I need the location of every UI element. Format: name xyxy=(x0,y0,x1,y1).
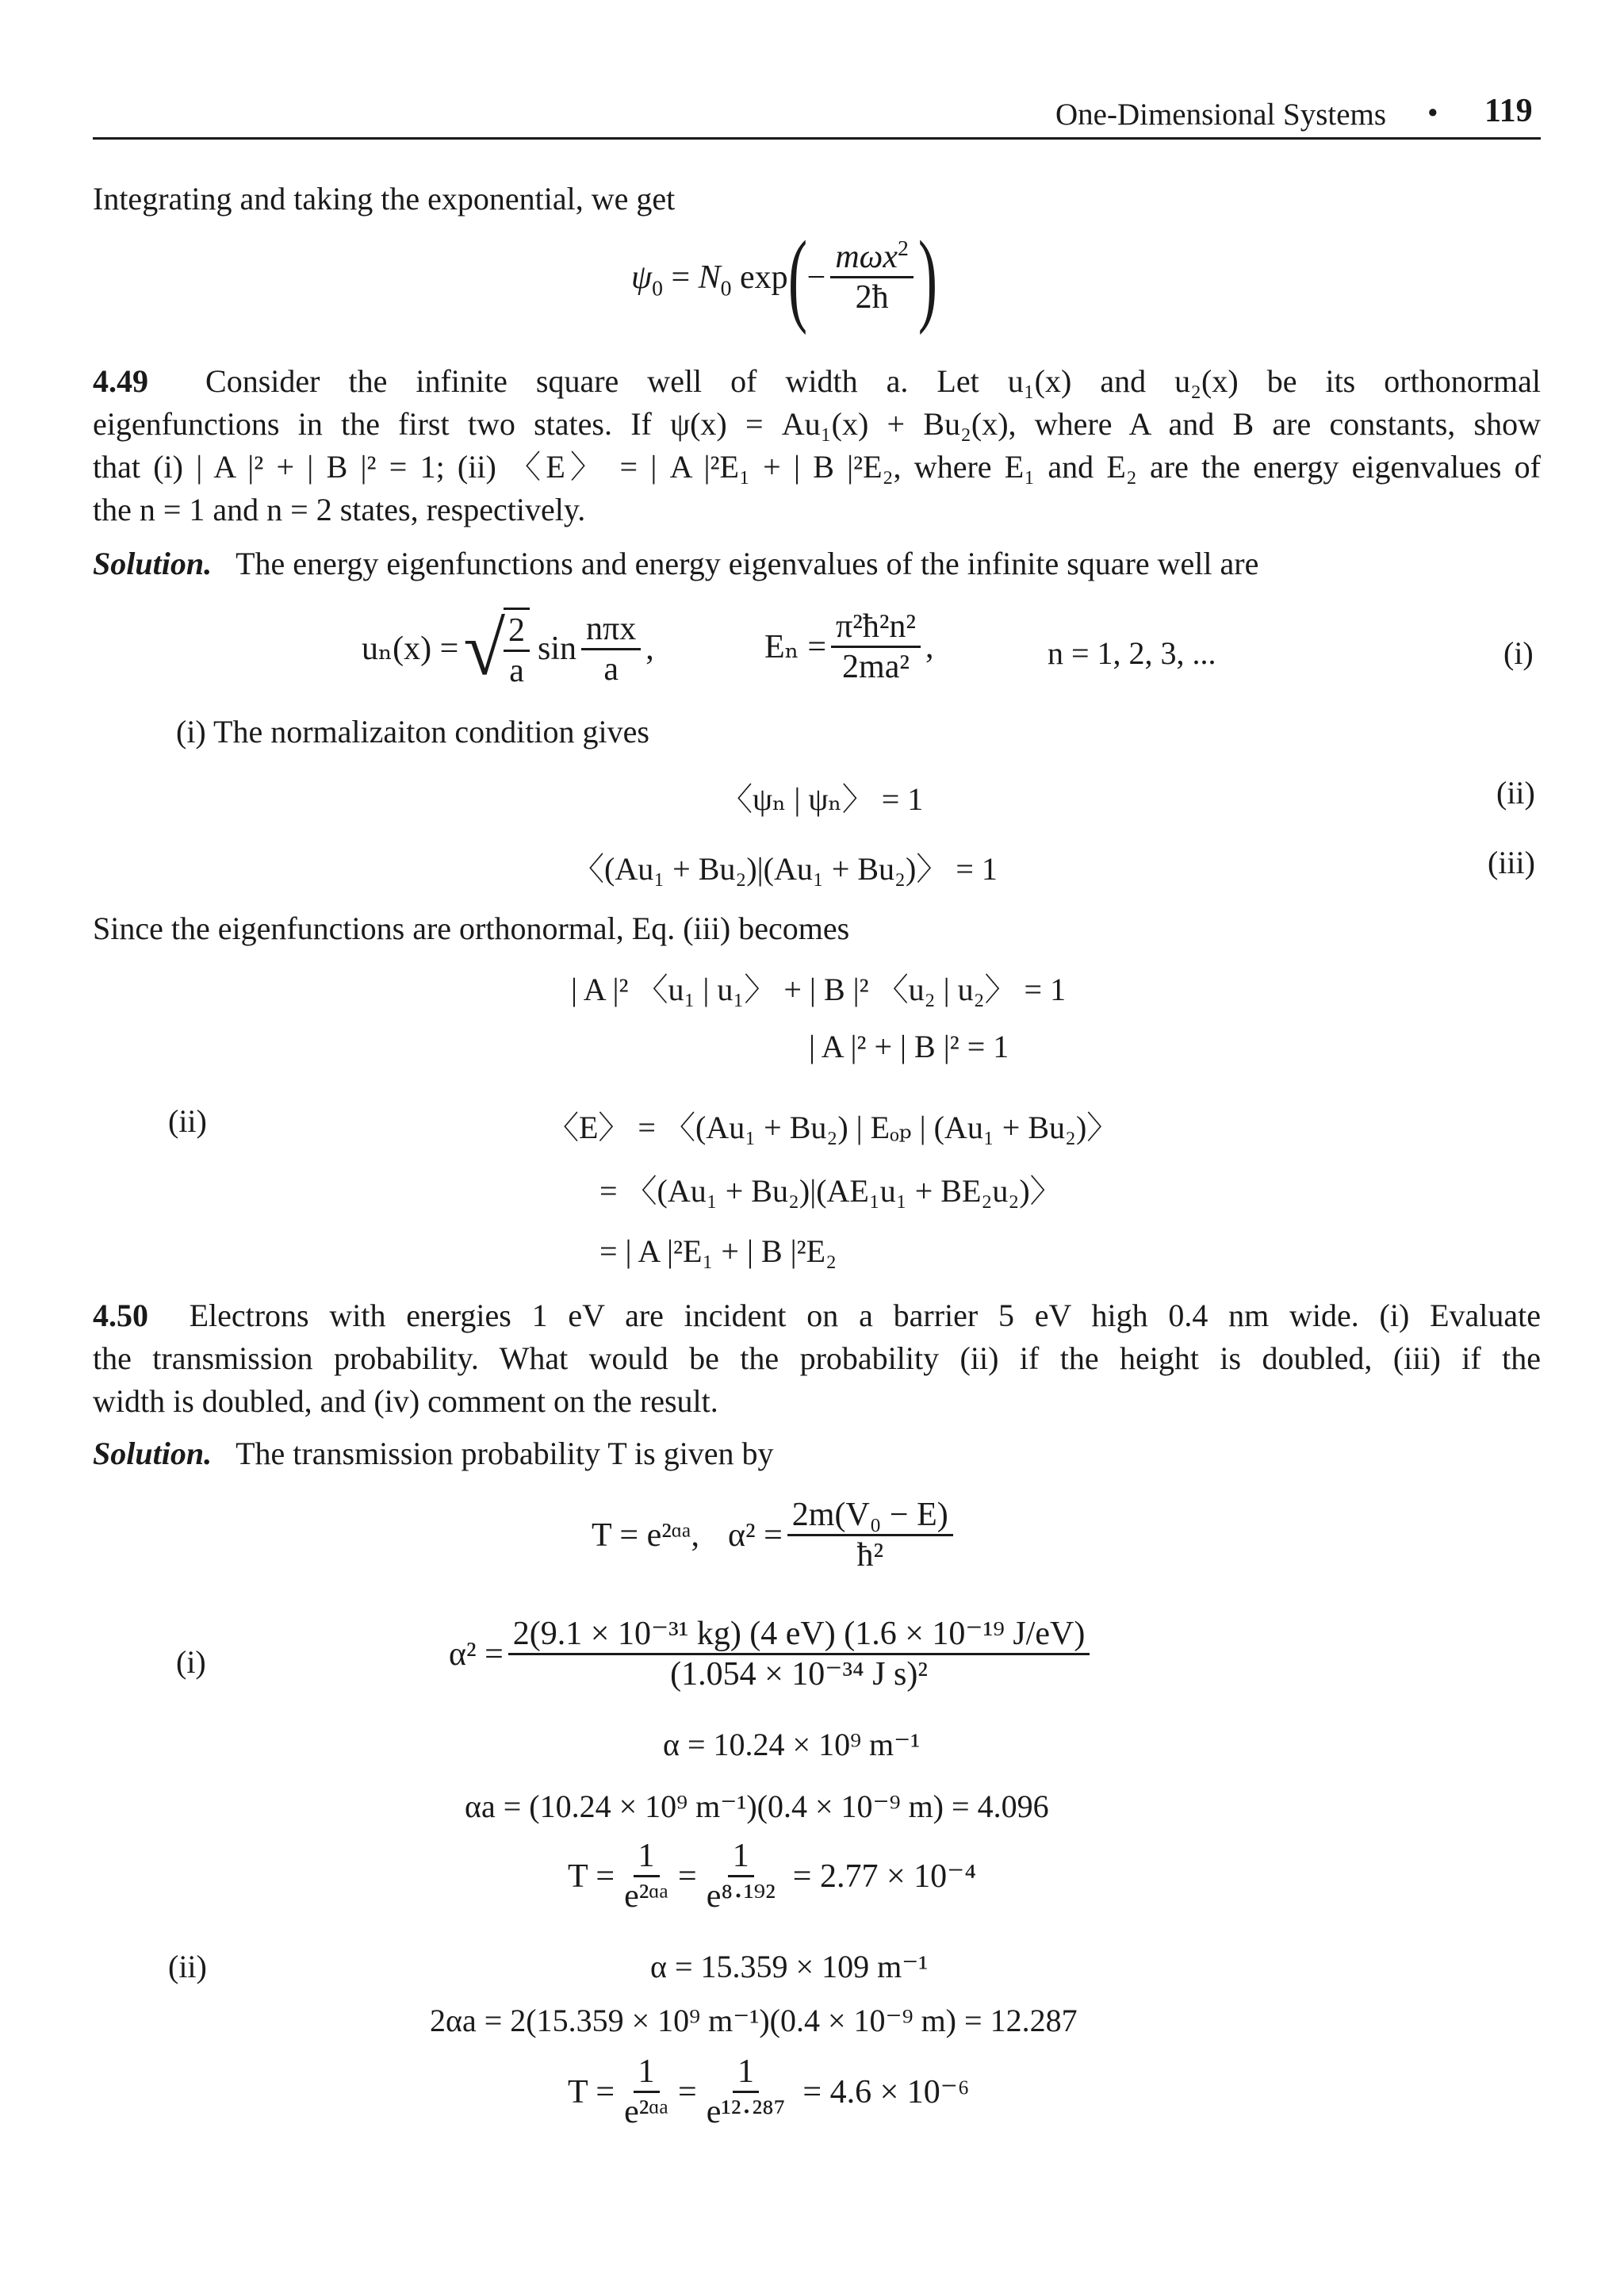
problem-449-line2: eigenfunctions in the first two states. If ψ(x) = Au₁(x) + Bu₂(x), where A and B are constants, show xyxy=(93,406,1541,442)
equation-E1: 〈E〉 = 〈(Au₁ + Bu₂) | Eₒₚ | (Au₁ + Bu₂)〉 xyxy=(547,1110,1119,1145)
equation-psi0: $\psi_0 = N_0$ exp ( − $\frac{m\omega x^2}{2ħ}$ ) xyxy=(631,219,937,335)
alpha-value: α = 10.24 × 10⁹ m⁻¹ xyxy=(663,1727,921,1762)
equation-T: T = e²ᵅᵃ, α² = $\frac{\text{2m(V₀ − E)}}{\text{ħ²}}$ xyxy=(592,1496,958,1575)
equation-expand: 〈(Au₁ + Bu₂)|(Au₁ + Bu₂)〉 = 1 xyxy=(573,851,998,887)
part-i-label: (i) xyxy=(176,1644,206,1680)
problem-449-line3: that (i) | A |² + | B |² = 1; (ii) 〈E〉 = | A |²E₁ + | B |²E₂, where E₁ and E₂ are the energy eigenvalues of xyxy=(93,449,1541,485)
eq-tag-i: (i) xyxy=(1503,635,1534,671)
part-ii-label-450: (ii) xyxy=(168,1949,207,1984)
equation-alpha-squared-calc: α² = $\frac{\text{2(9.1 × 10⁻³¹ kg) (4 eV) (1.6 × 10⁻¹⁹ J/eV)}}{\text{(1.054 × 10⁻³⁴ J s)²}}$ xyxy=(449,1615,1094,1694)
problem-449-line1: 4.49 Consider the infinite square well of width a. Let u₁(x) and u₂(x) be its orthonormal xyxy=(93,363,1541,399)
problem-450-line1: 4.50 Electrons with energies 1 eV are incident on a barrier 5 eV high 0.4 nm wide. (i) Evaluate xyxy=(93,1298,1541,1333)
equation-E3: = | A |²E₁ + | B |²E₂ xyxy=(599,1233,837,1269)
solution-449-intro: Solution. The energy eigenfunctions and energy eigenvalues of the infinite square well are xyxy=(93,546,1259,581)
header-rule xyxy=(93,137,1541,140)
part-ii-label: (ii) xyxy=(168,1103,207,1139)
equation-norm: 〈ψₙ | ψₙ〉 = 1 xyxy=(721,781,924,817)
n-values: n = 1, 2, 3, ... xyxy=(1048,635,1216,671)
header-bullet: • xyxy=(1427,96,1438,130)
since-line: Since the eigenfunctions are orthonormal, Eq. (iii) becomes xyxy=(93,911,850,946)
eq-tag-iii: (iii) xyxy=(1488,845,1535,880)
intro-line: Integrating and taking the exponential, we get xyxy=(93,181,676,217)
equation-En: Eₙ = $\frac{\text{π²ħ²n²}}{\text{2ma²}}$ , xyxy=(764,608,934,686)
problem-450-line2: the transmission probability. What would be the probability (ii) if the height is doubled, (iii) if the xyxy=(93,1340,1541,1376)
part-i-normalization: (i) The normalizaiton condition gives xyxy=(176,714,649,750)
equation-T2: T = $\frac{1}{\text{e²ᵅᵃ}}$ = $\frac{1}{\text{e¹²·²⁸⁷}}$ = 4.6 × 10⁻⁶ xyxy=(568,2053,970,2131)
equation-result: | A |² + | B |² = 1 xyxy=(809,1029,1009,1064)
equation-E2: = 〈(Au₁ + Bu₂)|(AE₁u₁ + BE₂u₂)〉 xyxy=(599,1173,1062,1209)
two-alpha-a-value: 2αa = 2(15.359 × 10⁹ m⁻¹)(0.4 × 10⁻⁹ m) = 12.287 xyxy=(430,2003,1078,2038)
equation-ortho: | A |² 〈u₁ | u₁〉 + | B |² 〈u₂ | u₂〉 = 1 xyxy=(571,972,1067,1007)
equation-T1: T = $\frac{1}{\text{e²ᵅᵃ}}$ = $\frac{1}{\text{e⁸·¹⁹²}}$ = 2.77 × 10⁻⁴ xyxy=(568,1838,976,1915)
problem-449-line4: the n = 1 and n = 2 states, respectively. xyxy=(93,492,586,527)
problem-450-line3: width is doubled, and (iv) comment on the result. xyxy=(93,1383,718,1419)
solution-450-intro: Solution. The transmission probability T is given by xyxy=(93,1436,774,1471)
alpha-a-value: αa = (10.24 × 10⁹ m⁻¹)(0.4 × 10⁻⁹ m) = 4.096 xyxy=(465,1789,1049,1824)
equation-un: uₙ(x) = √ $\frac{2}{a}$ sin $\frac{\text{nπx}}{a}$ , xyxy=(362,606,654,692)
page-number: 119 xyxy=(1484,93,1533,129)
running-header: One-Dimensional Systems xyxy=(1055,98,1387,132)
eq-tag-ii: (ii) xyxy=(1496,775,1535,811)
alpha-value-2: α = 15.359 × 109 m⁻¹ xyxy=(650,1949,929,1984)
